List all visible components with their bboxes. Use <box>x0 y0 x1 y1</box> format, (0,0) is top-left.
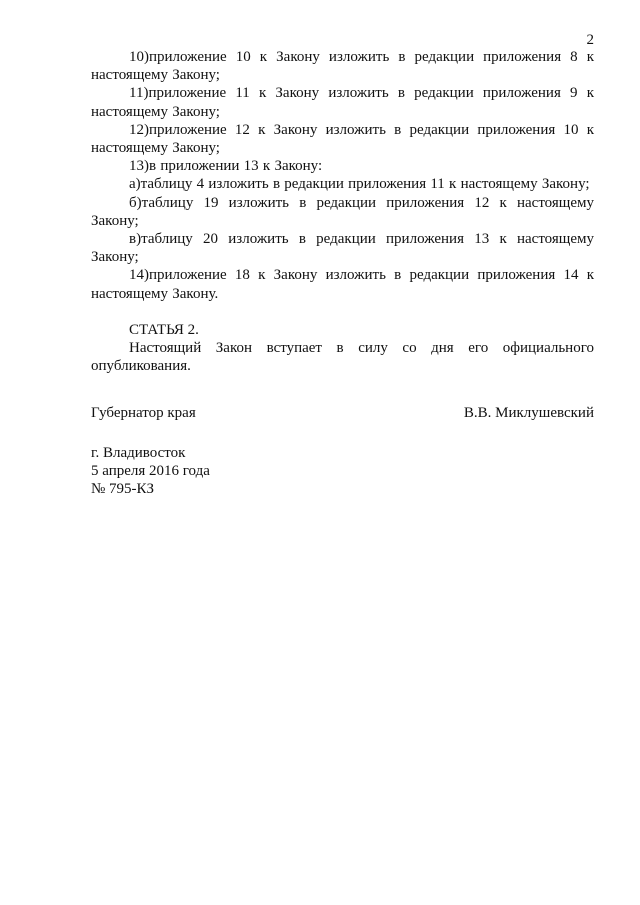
article-heading: СТАТЬЯ 2. <box>129 321 199 338</box>
document-date: 5 апреля 2016 года <box>91 463 210 480</box>
list-subitem-b: б)таблицу 19 изложить в редакции приложения 12 к настоящему Закону; <box>91 194 594 229</box>
list-subitem-v: в)таблицу 20 изложить в редакции приложения 13 к настоящему Закону; <box>91 231 594 266</box>
list-subitem-a: а)таблицу 4 изложить в редакции приложения 11 к настоящему Закону; <box>129 176 590 193</box>
city: г. Владивосток <box>91 445 186 461</box>
list-item-10: 10)приложение 10 к Закону изложить в редакции приложения 8 к настоящему Закону; <box>91 49 594 84</box>
document-number: № 795-КЗ <box>91 481 155 498</box>
signatory-position: Губернатор края <box>91 405 196 421</box>
signatory-name: В.В. Миклушевский <box>463 405 594 421</box>
list-item-14: 14)приложение 18 к Закону изложить в редакции приложения 14 к настоящему Закону. <box>91 267 594 302</box>
list-item-12: 12)приложение 12 к Закону изложить в редакции приложения 10 к настоящему Закону; <box>91 121 594 157</box>
article-text: Настоящий Закон вступает в силу со дня его официального опубликования. <box>91 340 594 375</box>
document-footer <box>91 444 210 499</box>
list-item-13: 13)в приложении 13 к Закону: <box>129 158 323 175</box>
page-number: 2 <box>586 32 594 48</box>
spacer <box>91 303 594 321</box>
document-body <box>91 48 594 375</box>
list-item-11: 11)приложение 11 к Закону изложить в редакции приложения 9 к настоящему Закону; <box>91 85 594 120</box>
signature-block <box>91 404 594 422</box>
